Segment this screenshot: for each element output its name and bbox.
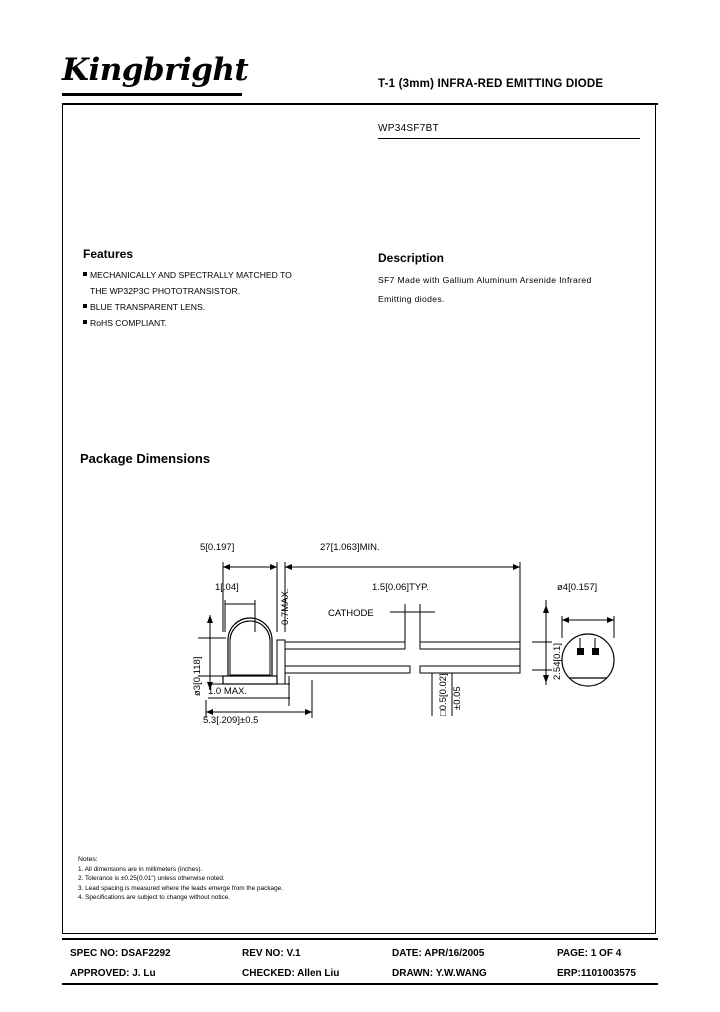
footer-rev-no: REV NO: V.1 <box>242 948 301 959</box>
footer-spec-no: SPEC NO: DSAF2292 <box>70 948 171 959</box>
dim-flange-height: 1.0 MAX. <box>208 686 248 697</box>
list-item: RoHS COMPLIANT. <box>83 315 343 331</box>
footer-top-rule <box>62 938 658 940</box>
note-item: 1. All dimensions are in millimeters (inches). <box>78 866 203 874</box>
dim-lead-pitch: 2.54[0.1] <box>552 643 563 680</box>
dim-lens-diameter: ø3[0.118] <box>192 656 203 696</box>
features-list <box>83 267 343 331</box>
note-item: 3. Lead spacing is measured where the leads emerge from the package. <box>78 884 283 892</box>
company-logo: Kingbright <box>62 52 249 88</box>
features-heading: Features <box>83 247 134 261</box>
part-number-underline <box>378 138 640 139</box>
package-dimensions-heading: Package Dimensions <box>80 451 211 466</box>
footer-date: DATE: APR/16/2005 <box>392 948 485 959</box>
footer-approved-by: APPROVED: J. Lu <box>70 968 156 979</box>
description-line: Emitting diodes. <box>378 294 445 304</box>
note-item: 4. Specifications are subject to change without notice. <box>78 893 231 901</box>
logo-underline <box>62 93 242 96</box>
dim-lead-tolerance: ±0.05 <box>452 686 463 710</box>
footer-erp: ERP:1101003575 <box>557 968 636 979</box>
footer-bottom-rule <box>62 983 658 985</box>
part-number: WP34SF7BT <box>378 123 440 134</box>
dim-body-height: 5.3[.209]±0.5 <box>203 715 259 726</box>
footer-drawn-by: DRAWN: Y.W.WANG <box>392 968 487 979</box>
notes-heading: Notes: <box>78 856 98 863</box>
package-drawing <box>80 520 640 750</box>
description-heading: Description <box>378 251 445 265</box>
document-title: T-1 (3mm) INFRA-RED EMITTING DIODE <box>378 78 604 90</box>
list-item: MECHANICALLY AND SPECTRALLY MATCHED TO <box>83 267 343 283</box>
dim-lead-length: 27[1.063]MIN. <box>320 542 380 553</box>
footer-checked-by: CHECKED: Allen Liu <box>242 968 340 979</box>
dim-flange-thickness: 0.7MAX. <box>280 588 291 625</box>
description-line: SF7 Made with Gallium Aluminum Arsenide Infrared <box>378 275 592 285</box>
notes-block <box>78 855 498 902</box>
footer <box>62 943 658 983</box>
content-frame <box>62 103 656 934</box>
description-body <box>378 271 648 309</box>
dim-lead-offset: 1.5[0.06]TYP. <box>372 582 429 593</box>
note-item: 2. Tolerance is ±0.25(0.01") unless otherwise noted. <box>78 875 225 883</box>
package-drawing-svg <box>80 520 640 750</box>
list-item: BLUE TRANSPARENT LENS. <box>83 299 343 315</box>
footer-page: PAGE: 1 OF 4 <box>557 948 622 959</box>
dim-lead-section: □0.5[0.02] <box>438 673 449 716</box>
dim-lead-span: 5[0.197] <box>200 542 235 553</box>
dim-base-diameter: ø4[0.157] <box>557 582 598 593</box>
dim-lead-width: 1[.04] <box>215 582 239 593</box>
cathode-label: CATHODE <box>328 608 374 619</box>
list-item-continuation: THE WP32P3C PHOTOTRANSISTOR. <box>90 286 241 296</box>
